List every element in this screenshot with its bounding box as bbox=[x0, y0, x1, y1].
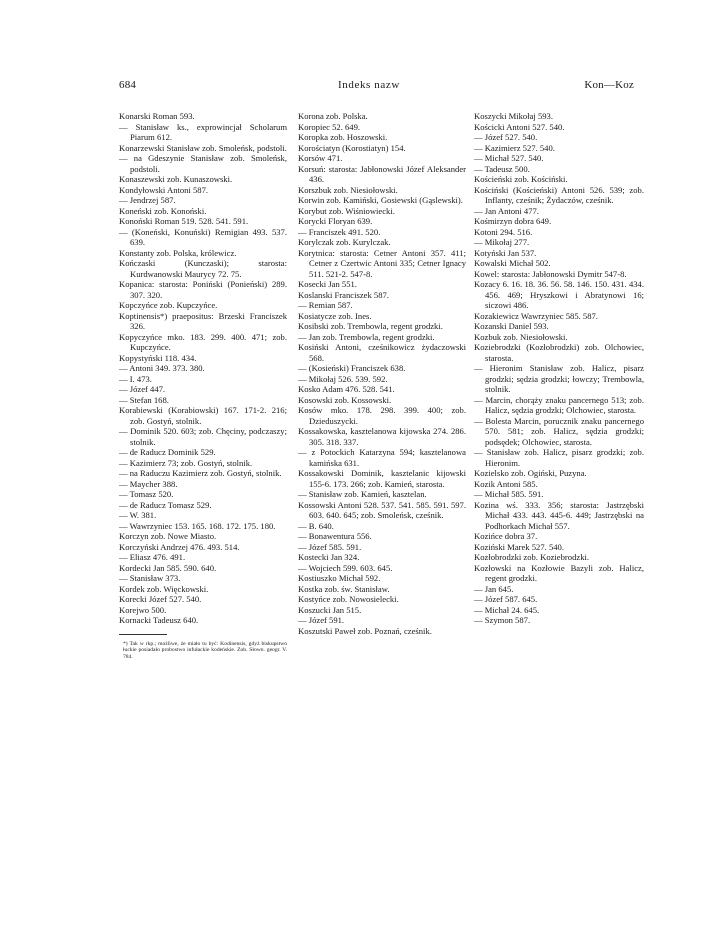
index-entry: Kossakowska, kasztelanowa kijowska 274. 286. 305. 318. 337. bbox=[298, 426, 466, 447]
index-entry: Kozłobrodzki zob. Koziebrodzki. bbox=[474, 552, 590, 562]
index-entry: Korona zob. Polska. bbox=[298, 111, 368, 121]
index-entry: Kossowski Antoni 528. 537. 541. 585. 591. 597. 603. 640. 645; zob. Smoleńsk, cześnik. bbox=[298, 499, 466, 520]
index-entry: Koneński zob. Konoński. bbox=[119, 205, 207, 216]
index-entry: Kotyński Jan 537. bbox=[474, 247, 537, 258]
index-entry: Kondyłowski Antoni 587. bbox=[119, 184, 209, 195]
index-entry: Kośmirzyn dobra 649. bbox=[474, 216, 552, 226]
index-entry: — Wawrzyniec 153. 165. 168. 172. 175. 180. bbox=[119, 520, 276, 531]
index-entry: — Eliasz 476. 491. bbox=[119, 552, 186, 562]
index-entry: — Stanisław 373. bbox=[119, 573, 181, 583]
index-entry: — Stanisław zob. Kamień, kasztelan. bbox=[298, 489, 427, 499]
index-entry: Kosecki Jan 551. bbox=[298, 279, 357, 289]
index-entry: Koszutski Paweł zob. Poznań, cześnik. bbox=[298, 625, 432, 636]
index-entry: Korsów 471. bbox=[298, 153, 343, 163]
index-entry: Konaszewski zob. Kunaszowski. bbox=[119, 174, 233, 184]
index-entry: Korościatyn (Korostiatyn) 154. bbox=[298, 142, 406, 153]
index-entry: Kostiuszko Michał 592. bbox=[298, 573, 381, 583]
page-number: 684 bbox=[119, 79, 137, 91]
index-entry: Korecki Józef 527. 540. bbox=[119, 594, 202, 604]
index-entry: Korszbuk zob. Niesiołowski. bbox=[298, 184, 398, 195]
index-entry: Konstanty zob. Polska, królewicz. bbox=[119, 247, 237, 258]
index-entry: Korczyński Andrzej 476. 493. 514. bbox=[119, 541, 240, 552]
index-entry: Kozbuk zob. Niesiołowski. bbox=[474, 331, 568, 342]
index-entry: Kościcki Antoni 527. 540. bbox=[474, 121, 565, 132]
index-entry: Korejwo 500. bbox=[119, 604, 167, 615]
index-entry: — Maycher 388. bbox=[119, 478, 178, 489]
index-entry: Korczyn zob. Nowe Miasto. bbox=[119, 531, 217, 541]
running-title: Indeks nazw bbox=[338, 79, 400, 91]
index-entry: — Tomasz 520. bbox=[119, 489, 174, 499]
index-entry: Kosko Adam 476. 528. 541. bbox=[298, 384, 395, 394]
index-entry: Koziebrodzki (Kozłobrodzki) zob. Olchowiec, starosta. bbox=[474, 342, 644, 363]
index-entry: — Jan Antoni 477. bbox=[474, 205, 539, 216]
index-column-3 bbox=[474, 111, 644, 626]
index-entry: Kosibski zob. Trembowla, regent grodzki. bbox=[298, 321, 443, 331]
index-entry: — W. 381. bbox=[119, 510, 157, 520]
index-column-2 bbox=[298, 111, 466, 636]
footnote: *) Tak w rkp.; możliwe, że miało tu być: Kodinensis, gdyż biskupstwo łuckie posiadało probostwo infułackie kodeńskie. Zob. Słown. geogr. V. 784. bbox=[123, 640, 287, 661]
index-entry: — de Raducz Tomasz 529. bbox=[119, 499, 212, 510]
index-entry: — Michał 24. 645. bbox=[474, 604, 540, 615]
index-entry: — Hieronim Stanisław zob. Halicz, pisarz grodzki; sędzia grodzki; łowczy; Trembowla, stolnik. bbox=[474, 363, 644, 394]
index-entry: — I. 473. bbox=[119, 373, 152, 384]
index-entry: Kosiatycze zob. Ines. bbox=[298, 310, 372, 321]
index-entry: — Józef 447. bbox=[119, 384, 166, 394]
index-entry: Konarzewski Stanisław zob. Smoleńsk, podstoli. bbox=[119, 142, 287, 153]
index-entry: Koszucki Jan 515. bbox=[298, 604, 362, 615]
index-entry: Koptinensis*) praepositus: Brzeski Franciszek 326. bbox=[119, 310, 287, 331]
index-entry: — Józef 527. 540. bbox=[474, 132, 538, 142]
index-entry: Kostka zob. św. Stanisław. bbox=[298, 583, 390, 594]
index-entry: Kościński (Kościeński) Antoni 526. 539; zob. Inflanty, cześnik; Żydaczów, cześnik. bbox=[474, 184, 644, 205]
index-entry: Kostecki Jan 324. bbox=[298, 552, 360, 562]
index-entry: — Dominik 520. 603; zob. Chęciny, podczaszy; stolnik. bbox=[119, 426, 287, 447]
index-entry: — Tadeusz 500. bbox=[474, 163, 530, 174]
index-entry: Kordek zob. Więckowski. bbox=[119, 583, 209, 594]
index-entry: Kozanski Daniel 593. bbox=[474, 321, 549, 331]
index-entry: — Jan zob. Trembowla, regent grodzki. bbox=[298, 331, 435, 342]
index-entry: — Mikołaj 277. bbox=[474, 237, 530, 247]
index-entry: — Stanisław zob. Halicz, pisarz grodzki; zob. Hieronim. bbox=[474, 447, 644, 468]
index-entry: — na Gdeszynie Stanisław zob. Smoleńsk, podstoli. bbox=[119, 153, 287, 174]
index-entry: — Kazimierz 73; zob. Gostyń, stolnik. bbox=[119, 457, 253, 468]
index-entry: — Jendrzej 587. bbox=[119, 195, 176, 205]
index-entry: Konarski Roman 593. bbox=[119, 111, 195, 121]
index-entry: — na Raduczu Kazimierz zob. Gostyń, stolnik. bbox=[119, 468, 282, 478]
index-entry: — Szymon 587. bbox=[474, 615, 531, 625]
index-entry: Koslanski Franciszek 587. bbox=[298, 289, 389, 300]
index-entry: Kossakowski Dominik, kasztelanic kijowski 155-6. 173. 266; zob. Kamień, starosta. bbox=[298, 468, 466, 489]
index-entry: — Mikołaj 526. 539. 592. bbox=[298, 373, 388, 384]
index-entry: Koszycki Mikołaj 593. bbox=[474, 111, 554, 121]
index-entry: — z Potockich Katarzyna 594; kasztelanowa kamińska 631. bbox=[298, 447, 466, 468]
footnote-rule bbox=[119, 634, 167, 641]
index-entry: Kosowski zob. Kossowski. bbox=[298, 394, 392, 405]
index-entry: Kotoni 294. 516. bbox=[474, 226, 533, 237]
index-entry: — (Koneński, Konuński) Remigian 493. 537. 639. bbox=[119, 226, 287, 247]
index-entry: Konoński Roman 519. 528. 541. 591. bbox=[119, 216, 249, 226]
index-entry: — Michał 585. 591. bbox=[474, 489, 544, 499]
column-1-entries bbox=[119, 111, 287, 626]
index-entry: — B. 640. bbox=[298, 520, 334, 531]
index-entry: Kopanica: starosta: Poniński (Ponieński) 289. 307. 320. bbox=[119, 279, 287, 300]
index-entry: Koropiec 52. 649. bbox=[298, 121, 361, 132]
index-entry: Koziński Marek 527. 540. bbox=[474, 541, 564, 552]
index-entry: Korytnica: starosta: Cetner Antoni 357. 411; Cetner z Czertwic Antoni 335; Cetner Ignacy 511. 521-2. 547-8. bbox=[298, 247, 466, 279]
index-entry: Korabiewski (Korabiowski) 167. 171-2. 216; zob. Gostyń, stolnik. bbox=[119, 405, 287, 426]
index-entry: — Wojciech 599. 603. 645. bbox=[298, 562, 393, 573]
index-entry: Kowalski Michał 502. bbox=[474, 258, 551, 268]
index-entry: Kościeński zob. Kościński. bbox=[474, 174, 568, 184]
index-entry: — Bolesta Marcin, porucznik znaku pancernego 570. 581; zob. Halicz, sędzia grodzki; podsędek; Olchowiec, starosta. bbox=[474, 415, 644, 447]
index-entry: — Antoni 349. 373. 380. bbox=[119, 363, 205, 373]
index-entry: Kozik Antoni 585. bbox=[474, 478, 538, 489]
index-entry: Koropka zob. Hoszowski. bbox=[298, 132, 388, 142]
index-entry: Kozińce dobra 37. bbox=[474, 531, 538, 541]
index-entry: Kozakiewicz Wawrzyniec 585. 587. bbox=[474, 310, 598, 321]
index-entry: — Kazimierz 527. 540. bbox=[474, 142, 555, 153]
index-entry: — Remian 587. bbox=[298, 300, 353, 310]
index-entry: Kowel: starosta: Jabłonowski Dymitr 547-8. bbox=[474, 268, 627, 279]
index-entry: — Józef 585. 591. bbox=[298, 541, 362, 552]
index-entry: — Franciszek 491. 520. bbox=[298, 226, 381, 237]
index-entry: Korycki Floryan 639. bbox=[298, 216, 373, 226]
index-entry: Kostyńce zob. Nowosielecki. bbox=[298, 594, 399, 604]
index-entry: Kopczyńce zob. Kupczyńce. bbox=[119, 300, 218, 310]
index-entry: Kopystyński 118. 434. bbox=[119, 352, 197, 363]
index-entry: Kozina wś. 333. 356; starosta: Jastrzębski Michał 433. 443. 445-6. 449; Jastrzębski na Podhorkach Michał 557. bbox=[474, 499, 644, 531]
index-entry: Korylczak zob. Kurylczak. bbox=[298, 237, 391, 247]
index-entry: — de Raducz Dominik 529. bbox=[119, 447, 216, 457]
index-entry: Kozielsko zob. Ogiński, Puzyna. bbox=[474, 468, 587, 478]
index-entry: Kosów mko. 178. 298. 399. 400; zob. Dzieduszycki. bbox=[298, 405, 466, 426]
index-entry: — Józef 587. 645. bbox=[474, 594, 538, 604]
index-entry: Korsuń: starosta: Jabłonowski Józef Aleksander 436. bbox=[298, 163, 466, 184]
alphabetical-range: Kon—Koz bbox=[584, 79, 634, 91]
index-entry: — Józef 591. bbox=[298, 615, 345, 625]
index-entry: Kopyczyńce mko. 183. 299. 400. 471; zob. Kupczyńce. bbox=[119, 331, 287, 352]
index-entry: — Michał 527. 540. bbox=[474, 153, 544, 163]
index-entry: — Jan 645. bbox=[474, 583, 514, 594]
index-entry: — Stefan 168. bbox=[119, 394, 169, 405]
index-entry: — Bonawentura 556. bbox=[298, 531, 372, 541]
index-entry: Korybut zob. Wiśniowiecki. bbox=[298, 205, 395, 216]
index-entry: Kordecki Jan 585. 590. 640. bbox=[119, 562, 217, 573]
index-column-1 bbox=[119, 111, 287, 661]
index-entry: Kozłowski na Kozłowie Bazyli zob. Halicz, regent grodzki. bbox=[474, 562, 644, 583]
index-entry: Kosiński Antoni, cześnikowicz żydaczowski 568. bbox=[298, 342, 466, 363]
index-entry: Kornacki Tadeusz 640. bbox=[119, 615, 199, 625]
index-entry: Kozacy 6. 16. 18. 36. 56. 58. 146. 150. 431. 434. 456. 469; Hryszkowi i Abratynowi 16; siczowi 486. bbox=[474, 279, 644, 310]
index-entry: — Marcin, chorąży znaku pancernego 513; zob. Halicz, sędzia grodzki; Olchowiec, starosta. bbox=[474, 394, 644, 415]
index-entry: — Stanisław ks., exprowincjał Scholarum Piarum 612. bbox=[119, 121, 287, 142]
index-entry: Korwin zob. Kamiński, Gosiewski (Gąslewski). bbox=[298, 195, 463, 205]
index-entry: Kończaski (Kunczaski); starosta: Kurdwanowski Maurycy 72. 75. bbox=[119, 258, 287, 279]
index-entry: — (Kosieński) Franciszek 638. bbox=[298, 363, 406, 373]
